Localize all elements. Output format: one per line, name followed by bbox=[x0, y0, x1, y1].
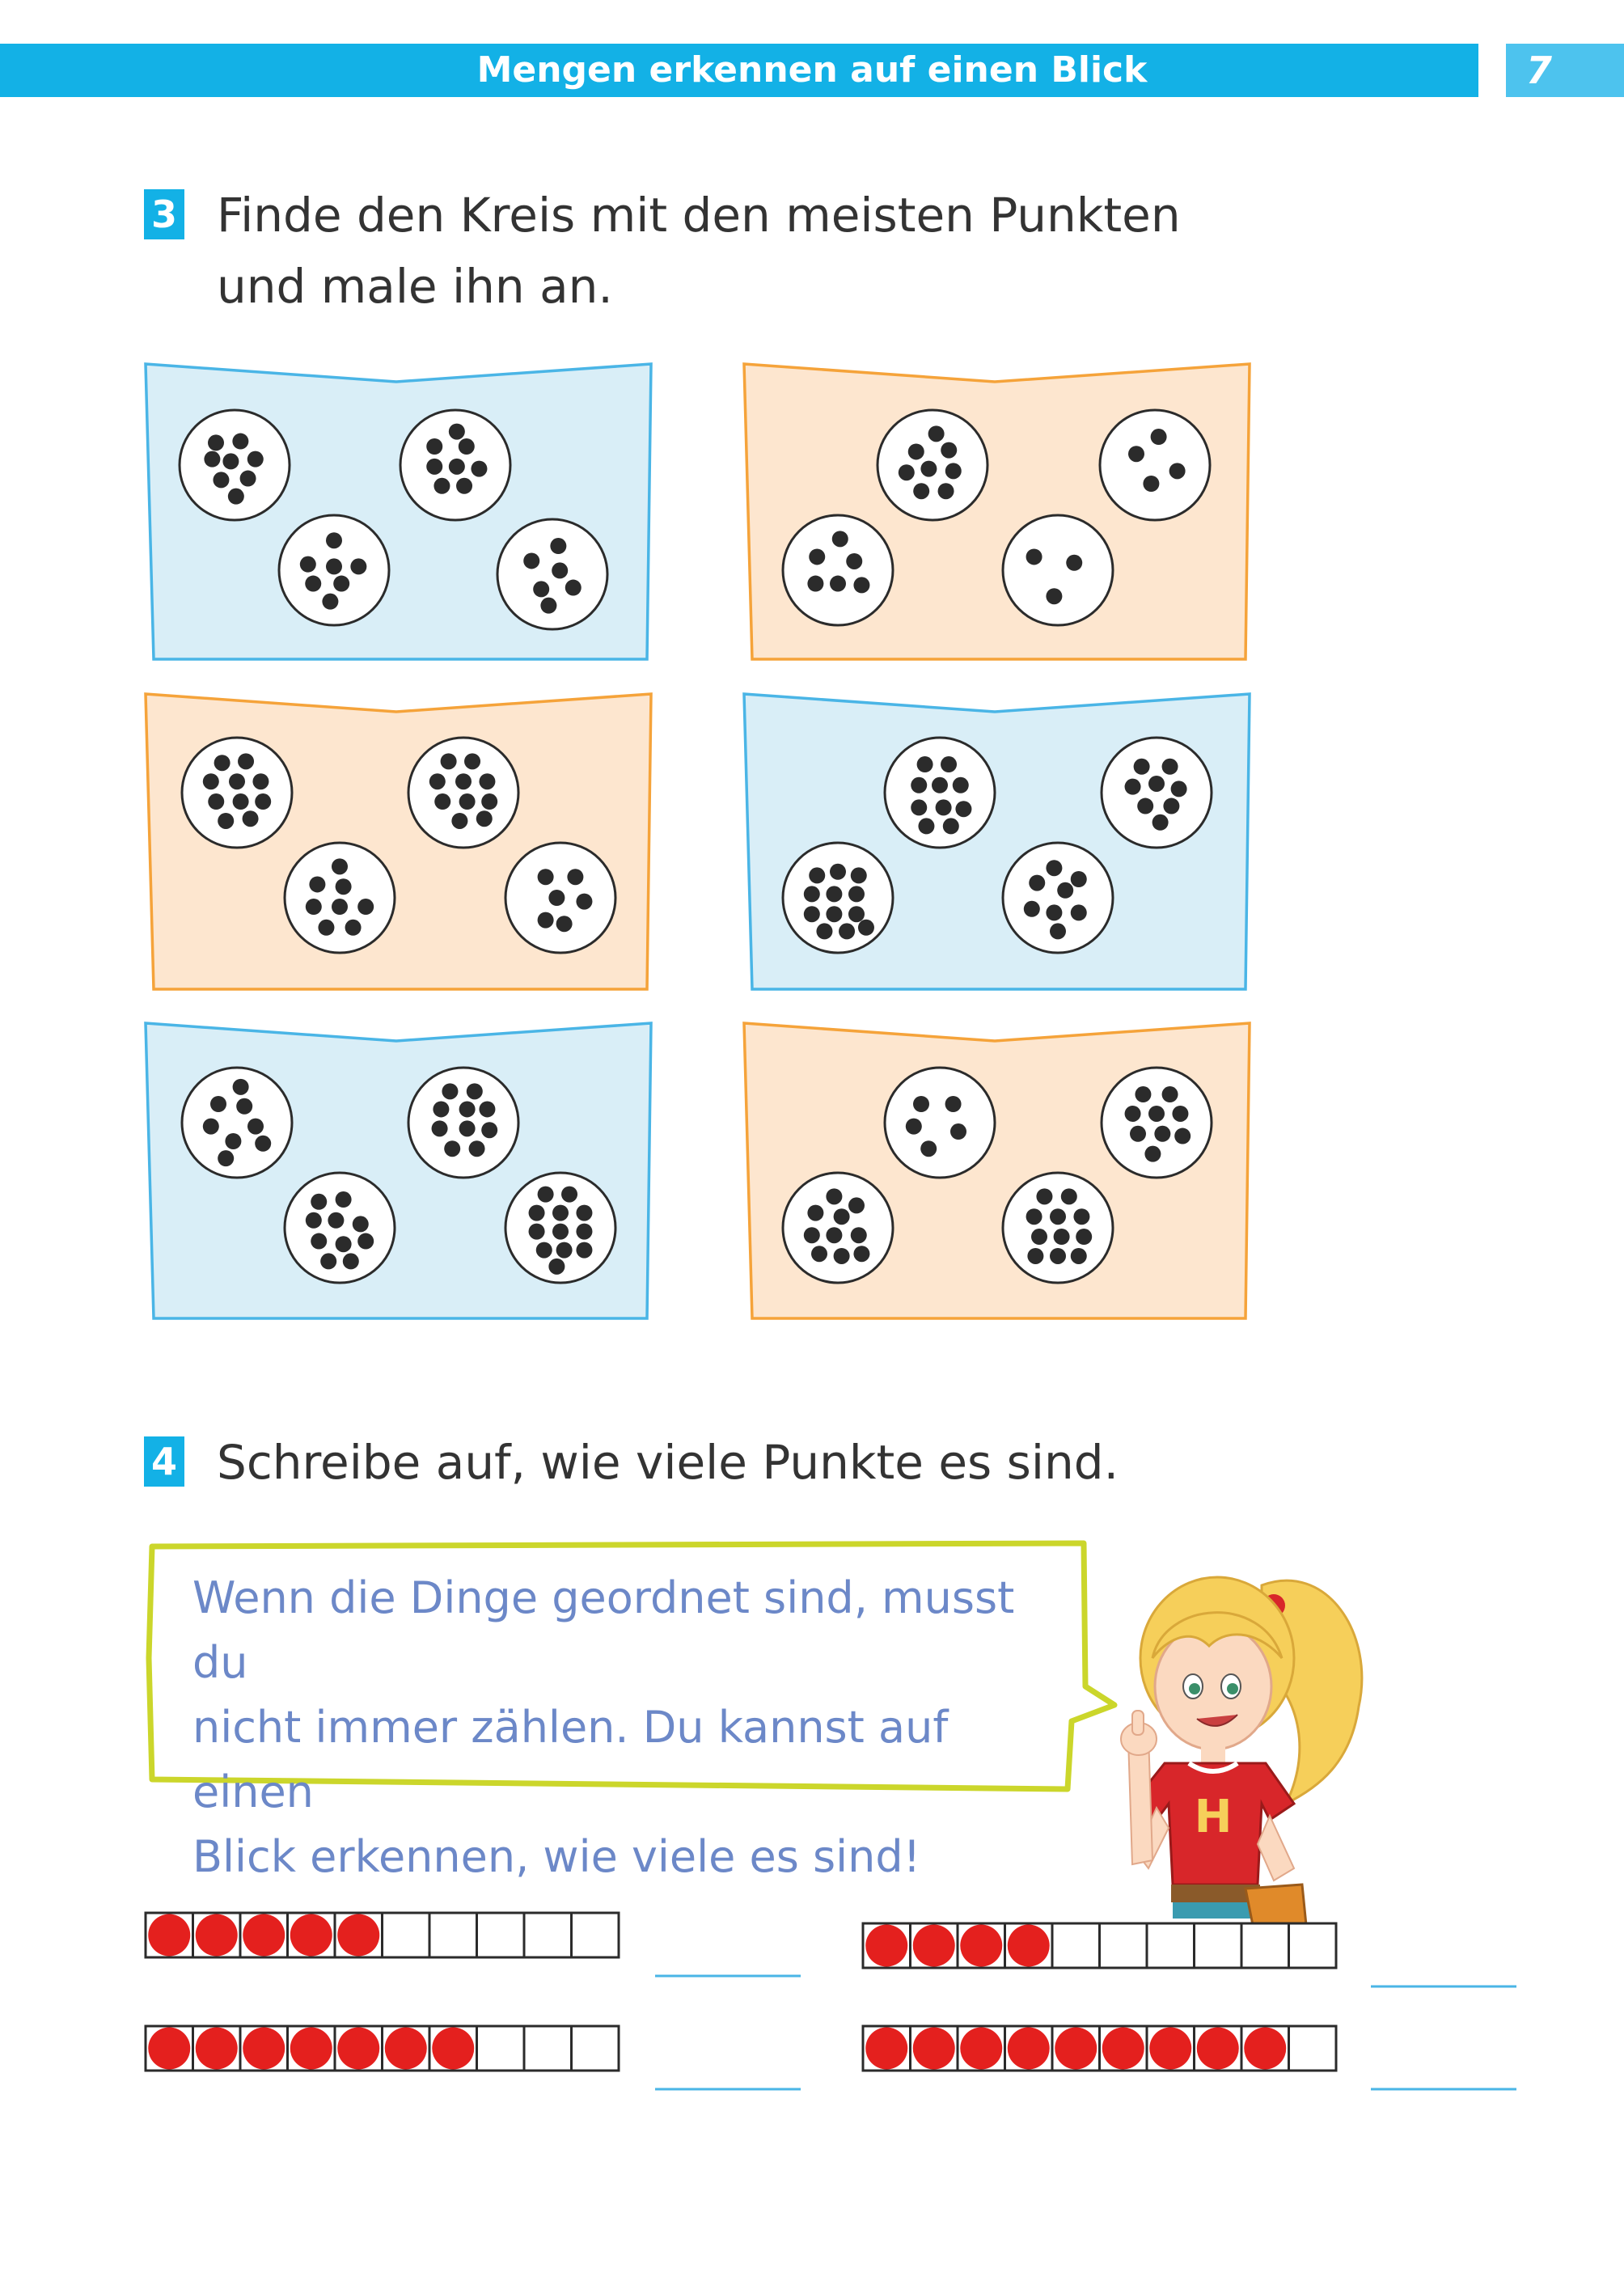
counter-cell bbox=[383, 1913, 430, 1957]
page-number: 7 bbox=[1525, 49, 1552, 92]
counter-cell bbox=[1147, 1923, 1195, 1968]
counter-cell bbox=[477, 2026, 525, 2071]
counter-bar-2 bbox=[863, 1923, 1336, 1968]
counter-cell bbox=[524, 1913, 572, 1957]
counter-dot bbox=[196, 1914, 238, 1957]
counter-dot bbox=[337, 1914, 379, 1957]
counter-bar-4 bbox=[863, 2026, 1336, 2071]
counter-dot bbox=[913, 2028, 955, 2070]
counter-dot bbox=[148, 1914, 190, 1957]
counter-cell bbox=[1289, 1923, 1337, 1968]
counter-dot bbox=[290, 1914, 332, 1957]
counter-dot bbox=[1008, 2028, 1050, 2070]
shirt-letter: H bbox=[1194, 1791, 1233, 1843]
page-title: Mengen erkennen auf einen Blick bbox=[476, 49, 1148, 91]
task-4-number: 4 bbox=[144, 1436, 184, 1487]
counter-cell bbox=[1241, 1923, 1289, 1968]
counter-dot bbox=[243, 2028, 285, 2070]
counter-cell bbox=[1289, 2026, 1337, 2071]
counter-cell bbox=[1100, 1923, 1148, 1968]
hint-line-3: Blick erkennen, wie viele es sind! bbox=[192, 1831, 921, 1882]
counter-dot bbox=[432, 2028, 474, 2070]
counter-dot bbox=[913, 1925, 955, 1967]
counter-cell bbox=[1195, 1923, 1242, 1968]
counter-cell bbox=[524, 2026, 572, 2071]
counter-dot bbox=[196, 2028, 238, 2070]
counter-dot bbox=[148, 2028, 190, 2070]
counter-dot bbox=[865, 2028, 907, 2070]
hint-line-1: Wenn die Dinge geordnet sind, musst du bbox=[192, 1572, 1015, 1688]
counter-cell bbox=[572, 1913, 620, 1957]
counter-dot bbox=[1244, 2028, 1286, 2070]
task-4-instruction: Schreibe auf, wie viele Punkte es sind. bbox=[217, 1435, 1119, 1490]
counter-cell bbox=[477, 1913, 525, 1957]
counter-bar-1 bbox=[146, 1913, 619, 1957]
counter-cell bbox=[572, 2026, 620, 2071]
counter-cell bbox=[429, 1913, 477, 1957]
counter-dot bbox=[865, 1925, 907, 1967]
task-3-number: 3 bbox=[144, 189, 184, 239]
counter-dot bbox=[1149, 2028, 1191, 2070]
counter-cell bbox=[1052, 1923, 1100, 1968]
counter-dot bbox=[960, 1925, 1002, 1967]
counter-dot bbox=[385, 2028, 427, 2070]
hint-line-2: nicht immer zählen. Du kannst auf einen bbox=[192, 1702, 949, 1817]
counter-dot bbox=[290, 2028, 332, 2070]
counter-dot bbox=[337, 2028, 379, 2070]
counter-dot bbox=[1008, 1925, 1050, 1967]
task-3-line-1: Finde den Kreis mit den meisten Punkten bbox=[217, 188, 1181, 243]
counter-bar-3 bbox=[146, 2026, 619, 2071]
counter-dot bbox=[1055, 2028, 1097, 2070]
counter-dot bbox=[960, 2028, 1002, 2070]
counter-dot bbox=[243, 1914, 285, 1957]
counter-dot bbox=[1102, 2028, 1144, 2070]
counter-dot bbox=[1197, 2028, 1239, 2070]
task-3-line-2: und male ihn an. bbox=[217, 259, 613, 314]
